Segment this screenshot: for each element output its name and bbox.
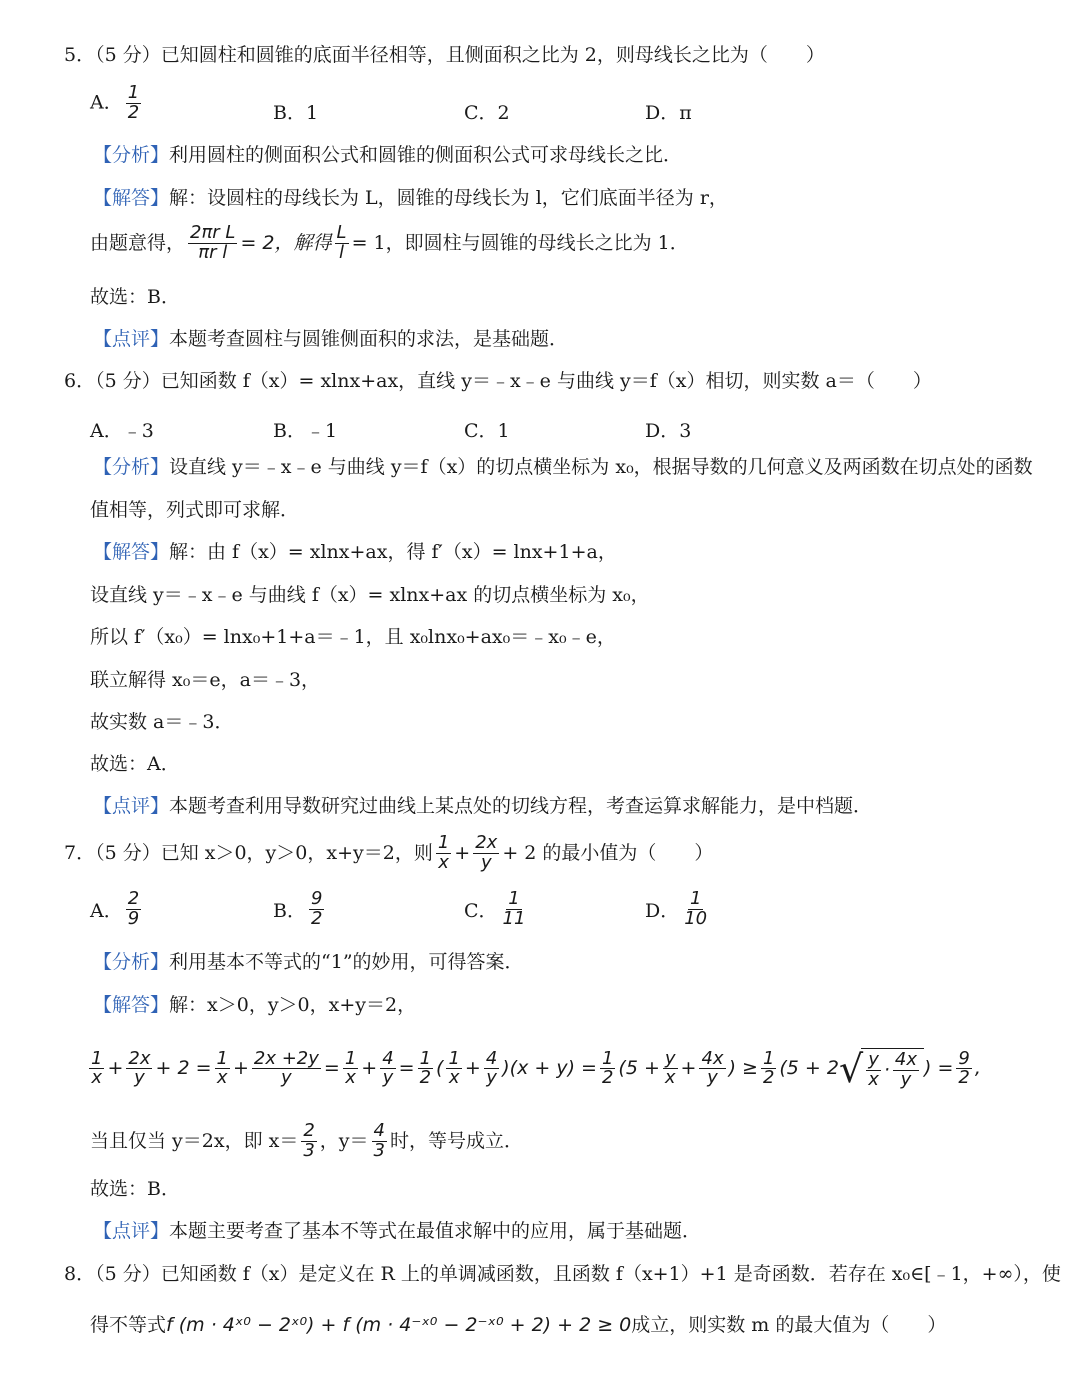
q6-solution-1: 【解答】解：由 f（x）= xlnx+ax，得 f′（x）= lnx+1+a， xyxy=(93,541,617,563)
q7-choice-c: C． $\frac{1}{11}$ xyxy=(464,888,526,929)
q6-review: 【点评】本题考查利用导数研究过曲线上某点处的切线方程，考查运算求解能力，是中档题． xyxy=(93,795,873,817)
inequality: f (m · 4ˣ⁰ − 2ˣ⁰) + f (m · 4⁻ˣ⁰ − 2⁻ˣ⁰ + 2) + 2 ≥ 0 xyxy=(166,1314,632,1336)
q7-solution-1: 【解答】解：x＞0，y＞0，x+y＝2， xyxy=(93,994,417,1016)
q7-choice-d: D． $\frac{1}{10}$ xyxy=(645,888,708,929)
q6-choice-b: B．﹣1 xyxy=(273,420,338,442)
q6-analysis-2: 值相等，列式即可求解． xyxy=(90,499,300,521)
fraction: $\frac{1}{2}$ xyxy=(127,82,140,123)
q5-stem: 5．（5 分）已知圆柱和圆锥的底面半径相等，且侧面积之比为 2，则母线长之比为（ ） xyxy=(64,44,825,66)
q5-solution-1: 【解答】解：设圆柱的母线长为 L，圆锥的母线长为 l，它们底面半径为 r， xyxy=(93,187,728,209)
review-tag: 【点评】 xyxy=(93,328,170,350)
q6-solution-5: 故实数 a＝﹣3． xyxy=(90,711,234,733)
analysis-tag: 【分析】 xyxy=(93,144,170,166)
q6-choice-a: A．﹣3 xyxy=(90,420,154,442)
q8-stem-1: 8．（5 分）已知函数 f（x）是定义在 R 上的单调减函数，且函数 f（x+1）+1 是奇函数．若存在 x₀∈[﹣1，+∞），使 xyxy=(64,1263,1061,1285)
q7-review: 【点评】本题主要考查了基本不等式在最值求解中的应用，属于基础题． xyxy=(93,1220,702,1242)
solution-tag: 【解答】 xyxy=(93,187,170,209)
q6-pick: 故选：A． xyxy=(90,753,180,775)
q5-choice-d: D．π xyxy=(645,102,692,124)
q7-stem: 7．（5 分）已知 x＞0，y＞0，x+y＝2，则 $\frac{1}{x}$ + $\frac{2x}{y}$ + 2 的最小值为（ ） xyxy=(64,832,714,873)
q6-solution-3: 所以 f′（x₀）= lnx₀+1+a＝﹣1，且 x₀lnx₀+ax₀＝﹣x₀﹣e， xyxy=(90,626,616,648)
q5-pick: 故选：B． xyxy=(90,286,180,308)
q7-pick: 故选：B． xyxy=(90,1178,180,1200)
q6-choice-d: D．3 xyxy=(645,420,692,442)
q6-stem: 6．（5 分）已知函数 f（x）= xlnx+ax，直线 y＝﹣x﹣e 与曲线 y＝f（x）相切，则实数 a＝（ ） xyxy=(64,370,932,392)
q5-choice-a xyxy=(90,84,144,123)
q5-solution-2: 由题意得， $\frac{\text{2πr L}}{\text{πr l}}$ = 2，解得 $\frac{L}{l}$ = 1，即圆柱与圆锥的母线长之比为 1． xyxy=(90,222,689,263)
choice-letter: A． xyxy=(90,91,123,114)
square-root: √ $\frac{y}{x}$ · $\frac{4x}{y}$ xyxy=(839,1048,924,1090)
q5-choice-c: C．2 xyxy=(464,102,510,124)
q7-condition: 当且仅当 y＝2x，即 x＝ $\frac{2}{3}$ ，y＝ $\frac{4}{3}$ 时，等号成立． xyxy=(90,1120,523,1161)
q5-choice-b: B．1 xyxy=(273,102,319,124)
q6-solution-2: 设直线 y＝﹣x﹣e 与曲线 f（x）= xlnx+ax 的切点横坐标为 x₀， xyxy=(90,584,650,606)
q8-stem-2: 得不等式f (m · 4ˣ⁰ − 2ˣ⁰) + f (m · 4⁻ˣ⁰ − 2⁻ˣ⁰ + 2) + 2 ≥ 0成立，则实数 m 的最大值为（ ） xyxy=(90,1314,947,1336)
q7-analysis: 【分析】利用基本不等式的“1”的妙用，可得答案． xyxy=(93,951,524,973)
q7-choice-a: A． $\frac{2}{9}$ xyxy=(90,888,140,929)
q7-equation: $\frac{1}{x}$ + $\frac{2x}{y}$ + 2 = $\frac{1}{x}$ + $\frac{2x +2y}{y}$ = $\frac{1}{x}$ + $\frac{4}{y}$ = $\frac{1}{2}$ ( $\frac{1}{x}$ + $\frac{4}{y}$ )(x + y) = $\frac{1}{2}$ (5 + $\frac{y}{x}$ + $\frac{4x}{y}$ ) ≥ $\frac{1}{2}$ (5 + 2 √ $\frac{y}{x}$ · $\frac{4x}{y}$ ) = $\frac{9}{2}$ , xyxy=(91,1046,981,1091)
q6-solution-4: 联立解得 x₀＝e，a＝﹣3， xyxy=(90,669,321,691)
q6-analysis-1: 【分析】设直线 y＝﹣x﹣e 与曲线 y＝f（x）的切点横坐标为 x₀，根据导数的几何意义及两函数在切点处的函数 xyxy=(93,456,1033,478)
q5-review: 【点评】本题考查圆柱与圆锥侧面积的求法，是基础题． xyxy=(93,328,569,350)
q5-analysis: 【分析】利用圆柱的侧面积公式和圆锥的侧面积公式可求母线长之比． xyxy=(93,144,683,166)
q6-choice-c: C．1 xyxy=(464,420,510,442)
q7-choice-b: B． $\frac{9}{2}$ xyxy=(273,888,323,929)
